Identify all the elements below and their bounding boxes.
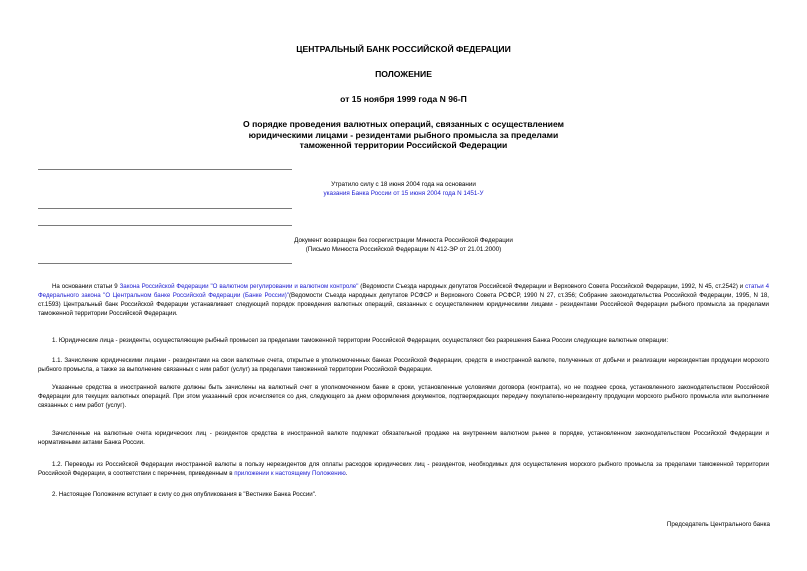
divider [38, 169, 292, 170]
section-1-2-end: . [345, 470, 348, 478]
section-1-text: 1. Юридические лица - резиденты, осуществляющие рыбный промысел за пределами таможенной территории Российской Федерации, осуществляют без разрешения Банка России следующие валютные операции: [52, 337, 669, 344]
divider [38, 225, 292, 226]
document-date-number: от 15 ноября 1999 года N 96-П [340, 94, 467, 104]
appendix-link[interactable]: приложении к настоящему Положению [234, 470, 346, 478]
status-note-link[interactable]: указания Банка России от 15 июня 2004 года N 1451-У [323, 190, 484, 197]
section-2-text: 2. Настоящее Положение вступает в силу со дня опубликования в "Вестнике Банка России". [52, 491, 317, 498]
section-1-1-deadline-text: Указанные средства в иностранной валюте должны быть зачислены на валютный счет в уполномоченном банке в сроки, установленные условиями договора (контракта), но не позднее срока, установленного законодательством Российской Федерации для текущих валютных операций. При этом указанный срок исчисляется со дня, следующего за днем оформления документов, подтверждающих передачу покупателю-нерезиденту продукции морского рыбного промысла или выполнение связанных с ним работ (услуг). [38, 384, 769, 410]
document-title-line: таможенной территории Российской Федерации [299, 140, 508, 150]
registration-note [200, 236, 607, 254]
section-1-1-deadline-paragraph [38, 383, 769, 410]
section-1-1-text: 1.1. Зачисление юридическими лицами - резидентами на свои валютные счета, открытые в уполномоченных банках Российской Федерации, средств в иностранной валюте, полученных от добычи и реализации нерезидентам продукции морского рыбного промысла, а также за выполнение связанных с ним работ (услуг) за пределами таможенной территории Российской Федерации. [38, 357, 769, 374]
status-note-text: Утратило силу с 18 июня 2004 года на основании [331, 181, 476, 188]
section-1-2-text: 1.2. Переводы из Российской Федерации иностранной валюты в пользу нерезидентов для оплаты расходов юридических лиц - резидентов, необходимых для осуществления морского рыбного промысла за пределами таможенной территории Российской Федерации, в соответствии с перечнем, приведенным в [38, 461, 769, 478]
document-title-line: юридическими лицами - резидентами рыбного промысла за пределами [248, 129, 559, 140]
document-title-line: О порядке проведения валютных операций, связанных с осуществлением [243, 119, 564, 129]
registration-note-line: (Письмо Минюста Российской Федерации N 412-ЭР от 21.01.2000) [305, 246, 502, 253]
document-type: ПОЛОЖЕНИЕ [375, 69, 432, 79]
divider [38, 263, 292, 264]
currency-law-link[interactable]: Закона Российской Федерации "О валютном регулировании и валютном контроле" [119, 283, 359, 290]
section-1-1-sale-text: Зачисленные на валютные счета юридических лиц - резидентов средства в иностранной валюте подлежат обязательной продаже на внутреннем валютном рынке в порядке, установленном законодательством Российской Федерации и нормативными актами Банка России. [38, 430, 769, 447]
signature-title: Председатель Центрального банка [666, 521, 770, 528]
preamble-text: На основании статьи 9 [52, 283, 120, 290]
preamble-text: (Ведомости Съезда народных депутатов РСФСР и Верховного Совета РСФСР, 1990 N 27, ст.356; Собрание законодательства Российской Федерации, 1995, N 18, ст.1593) Центральный банк Российской Федерации устанавливает следующий порядок проведения валютных операций, связанных с осуществлением юридическими лицами - резидентами Российской Федерации рыбного промысла за пределами таможенной территории Российской Федерации. [38, 292, 770, 318]
registration-note-line: Документ возвращен без госрегистрации Минюста Российской Федерации [294, 237, 513, 244]
status-note [200, 180, 607, 198]
section-1-paragraph [38, 336, 769, 345]
section-1-2-paragraph [38, 460, 769, 478]
document-title [200, 119, 607, 151]
section-2-paragraph [38, 490, 769, 499]
section-1-1-sale-paragraph [38, 429, 769, 447]
issuer-heading: ЦЕНТРАЛЬНЫЙ БАНК РОССИЙСКОЙ ФЕДЕРАЦИИ [296, 44, 511, 54]
divider [38, 208, 292, 209]
preamble-paragraph [38, 282, 769, 318]
preamble-text: (Ведомости Съезда народных депутатов Российской Федерации и Верховного Совета Российской Федерации, 1992, N 45, ст.2542) и [358, 283, 746, 290]
section-1-1-paragraph [38, 356, 769, 374]
central-bank-law-link[interactable]: статьи 4 Федерального закона "О Центральном банке Российской Федерации (Банке России)" [38, 283, 769, 300]
